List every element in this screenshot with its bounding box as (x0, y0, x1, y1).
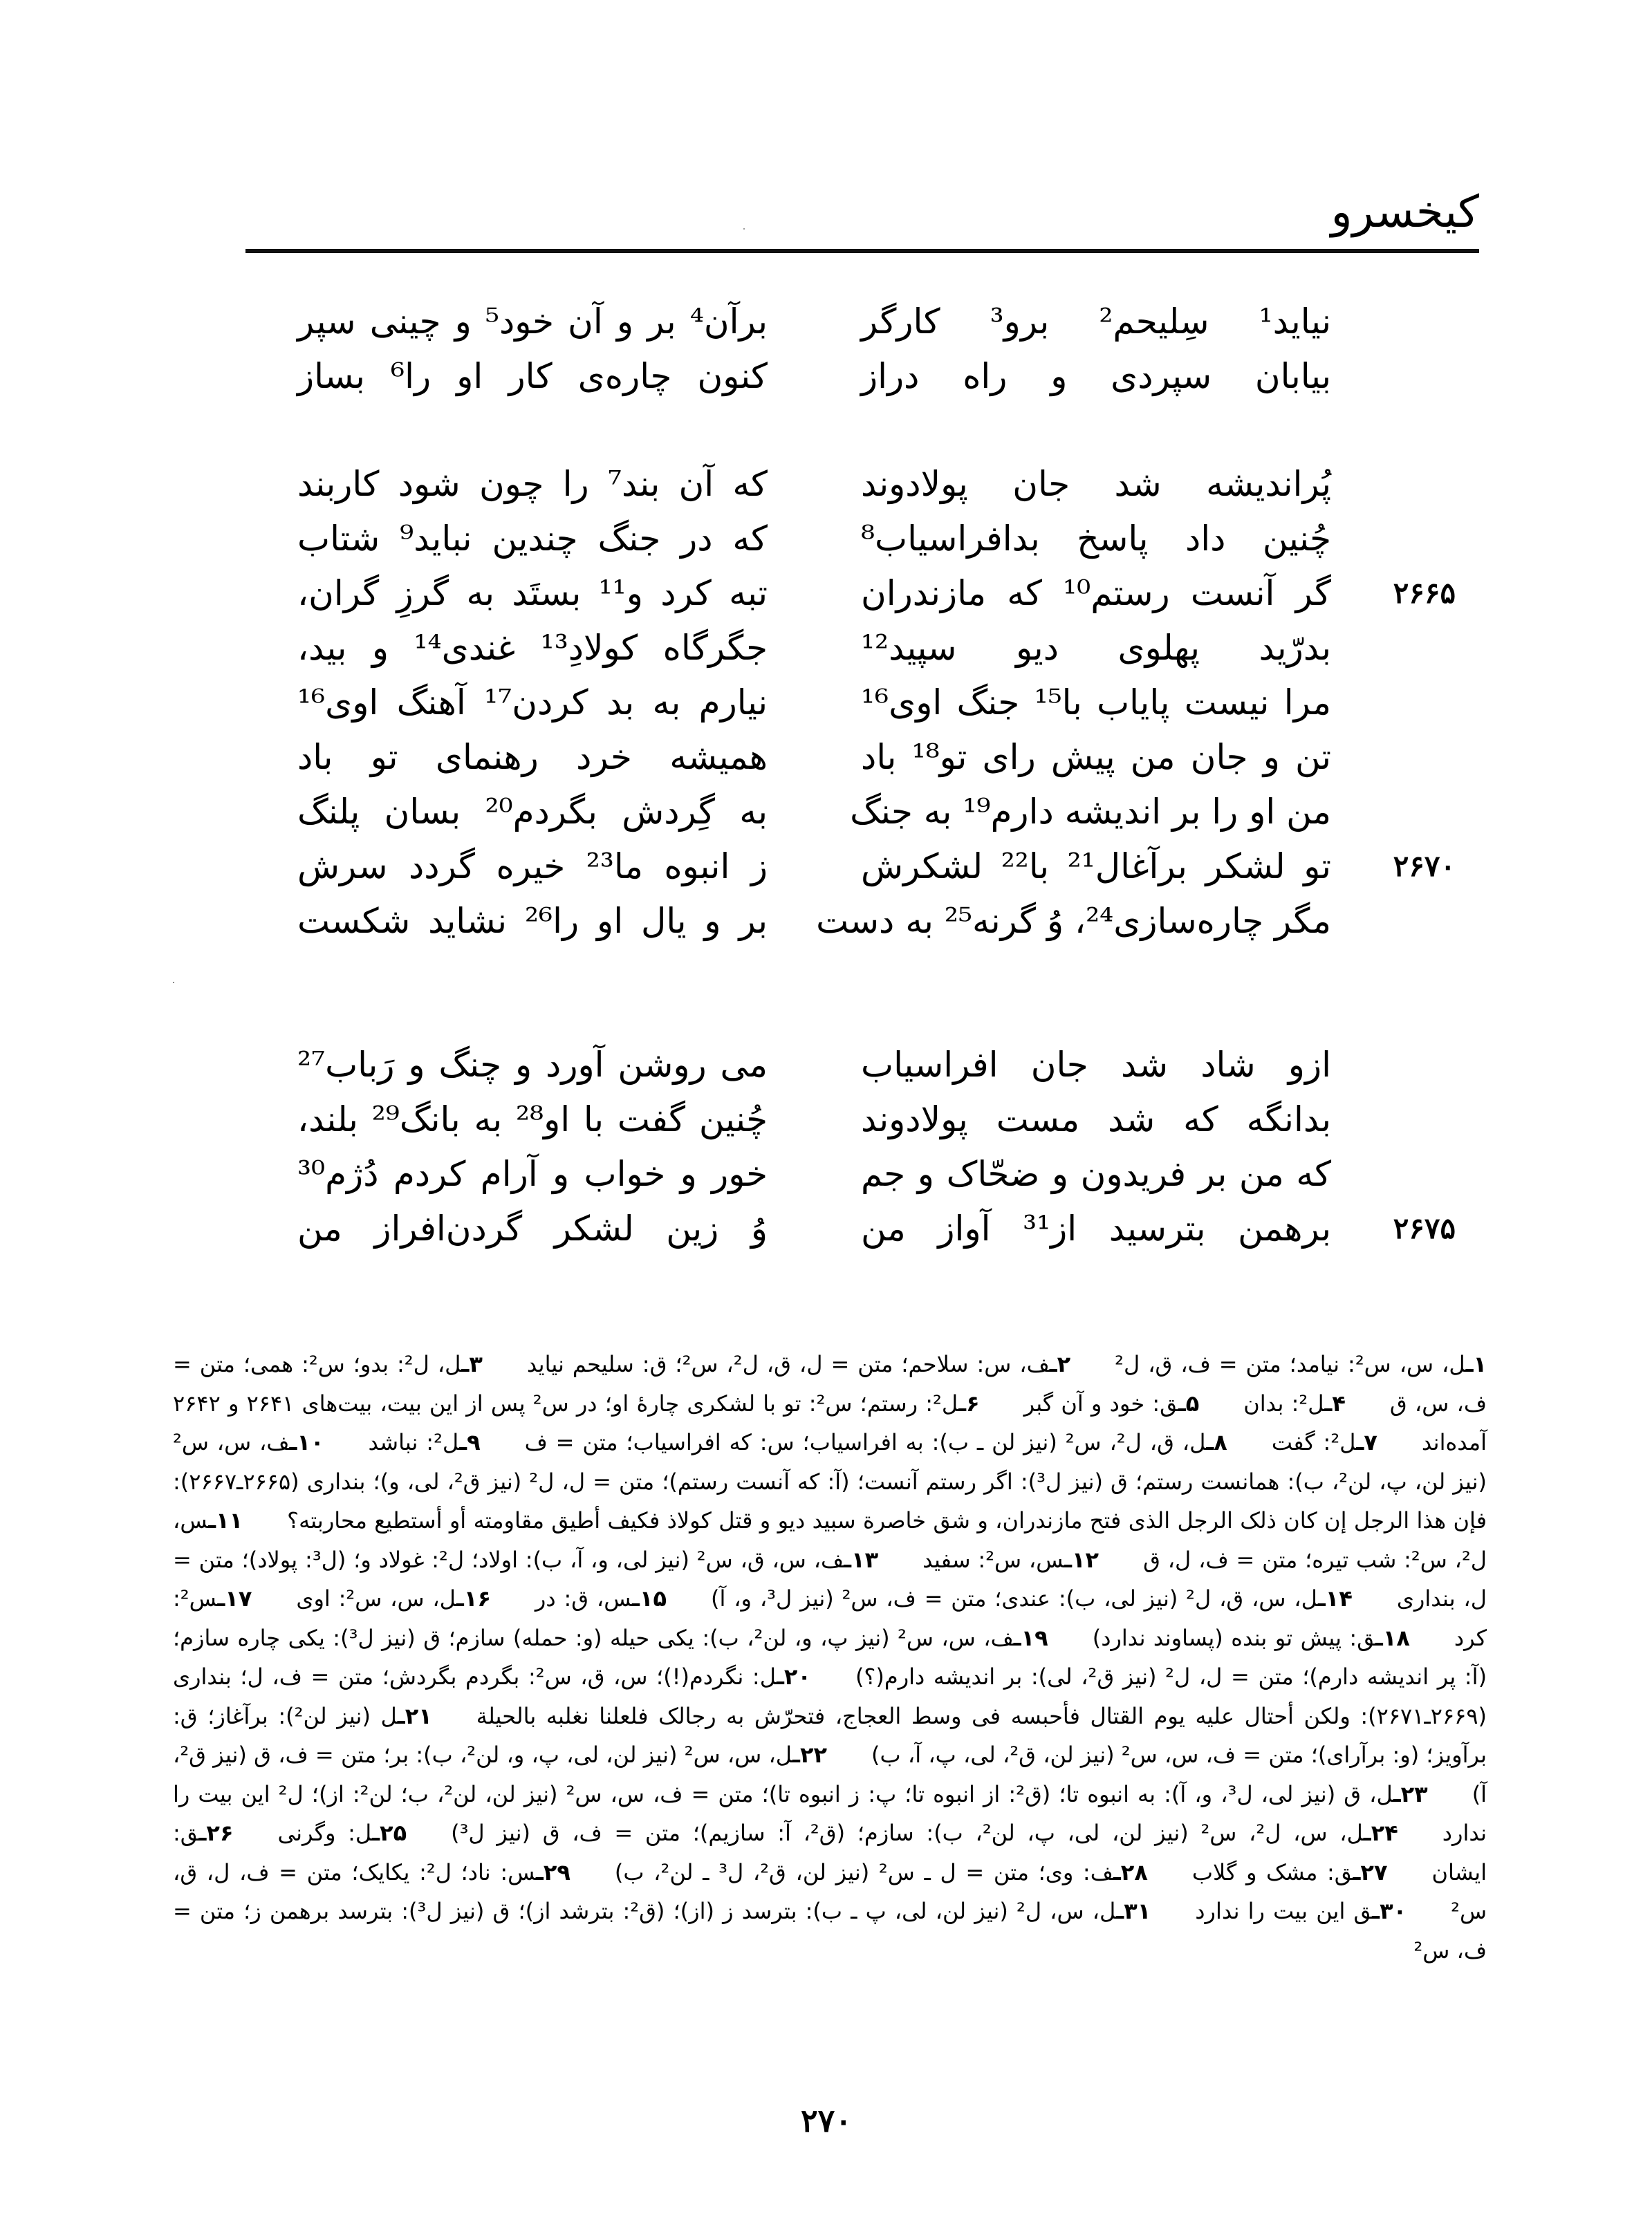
first-hemistich: نیاید¹ سِلیحم² برو³ کارگر (861, 301, 1332, 342)
footnote-number: ۲۱ـ (397, 1702, 432, 1729)
footnote-number: ۷ـ (1356, 1429, 1377, 1455)
footnote (451, 1820, 1398, 1846)
footnote-number: ۲۳ـ (1393, 1780, 1428, 1807)
footnote-number: ۱۱ـ (208, 1507, 243, 1534)
second-hemistich: که در جنگ چندین نباید⁹ شتاب (297, 519, 768, 559)
second-hemistich: می روشن آورد و چنگ و رَباب²⁷ (297, 1045, 768, 1085)
footnote-number: ۲۵ـ (372, 1820, 407, 1846)
second-hemistich: به گِردش بگردم²⁰ بسان پلنگ (297, 792, 768, 832)
footnote-text: ل، ق (نیز لی، ل³، و، آ): به انبوه تا؛ (ق²: از انبوه تا؛ پ: ز انبوه تا)؛ متن = ف، س، س² (نیز لن، لن²، ب؛ لن²: از)؛ ل² این بیت را ندارد (173, 1780, 1487, 1846)
footnote (1115, 1351, 1487, 1377)
verse-line (0, 784, 1652, 839)
footnote-number: ۲۰ـ (776, 1664, 811, 1690)
footnote (922, 1547, 1099, 1573)
footnote-number: ۲۷ـ (1353, 1858, 1388, 1885)
verse-line (0, 456, 1652, 512)
footnote-number: ۳۰ـ (1372, 1898, 1407, 1924)
footnote-text: ل: وگرنی (277, 1820, 373, 1846)
footnote (1272, 1429, 1377, 1455)
footnote-text: ل²: نباشد (368, 1429, 460, 1455)
first-hemistich: ازو شاد شد جان افراسیاب (861, 1045, 1331, 1085)
first-hemistich: چُنین داد پاسخ بدافراسیاب⁸ (861, 519, 1331, 559)
footnote-number: ۱۵ـ (632, 1585, 667, 1612)
first-hemistich: برهمن بترسید از³¹ آواز من (861, 1209, 1331, 1249)
verse-line (0, 566, 1652, 621)
running-title: کیخسرو (1330, 187, 1479, 238)
footnote (1243, 1390, 1346, 1417)
footnote-number: ۳ـ (461, 1351, 483, 1377)
first-hemistich: بدانگه که شد مست پولادوند (861, 1099, 1331, 1139)
footnote-number: ۱۸ـ (1375, 1624, 1410, 1651)
footnote-number: ۱۴ـ (1317, 1585, 1353, 1612)
first-hemistich: گر آنست رستم¹⁰ که مازندران (861, 573, 1331, 613)
second-hemistich: بر و یال او را²⁶ نشاید شکست (297, 901, 768, 941)
first-hemistich: تو لشکر برآغال²¹ با²² لشکرش (861, 846, 1331, 886)
verse-line (0, 1092, 1652, 1147)
page-number: ۲۷۰ (800, 2102, 853, 2139)
verse-line (0, 620, 1652, 676)
verse-number: ۲۶۶۵ (1393, 576, 1456, 610)
footnote-text: ف، س: سلاحم؛ متن = ل، ق، ل²، س²؛ ق: سلیحم نیاید (526, 1351, 1050, 1377)
footnote-number: ۳۱ـ (1116, 1898, 1151, 1924)
footnote-number: ۱۷ـ (217, 1585, 252, 1612)
footnote-text: ق: مشک و گلاب (1191, 1858, 1353, 1885)
footnote (525, 1429, 1227, 1455)
verse-line (0, 839, 1652, 894)
footnote (527, 1351, 1070, 1377)
scan-speck (743, 228, 745, 230)
footnote (277, 1820, 407, 1846)
first-hemistich: بدرّید پهلوی دیو سپید¹² (861, 628, 1331, 668)
footnote-number: ۱۰ـ (289, 1429, 324, 1455)
verse-line (0, 1037, 1652, 1092)
footnote-text: ل²: گفت (1271, 1429, 1357, 1455)
second-hemistich: وُ زین لشکر گردن‌افراز من (297, 1209, 768, 1249)
first-hemistich: پُراندیشه شد جان پولادوند (861, 464, 1331, 504)
first-hemistich: من او را بر اندیشه دارم¹⁹ به جنگ (850, 792, 1331, 832)
verse-line (0, 348, 1652, 404)
verse-number: ۲۶۷۰ (1393, 849, 1456, 883)
verse-number: ۲۶۷۵ (1393, 1211, 1456, 1245)
footnote-text: ل: نگردم(!)؛ س، ق، س²: بگردم بگردش؛ متن = ف، ل؛ بنداری (۲۶۶۹ـ۲۶۷۱): ولکن أحتال علیه یوم القتال فأحبسه فی وسط العجاج، فتحرّش به رجالک فلعلنا نغلبه بالحیلة (173, 1664, 1487, 1729)
second-hemistich: خور و خواب و آرام کردم دُژم³⁰ (297, 1154, 768, 1194)
footnote-text: ل، ل²: بدو؛ س²: همی؛ متن = ف، س، ق (173, 1351, 1487, 1417)
first-hemistich: تن و جان من پیش رای تو¹⁸ باد (861, 737, 1332, 777)
verse-line (0, 893, 1652, 949)
footnote-number: ۱۶ـ (456, 1585, 491, 1612)
footnote-text: ل²: رستم؛ س²: تو با لشکری چارهٔ او؛ در س² پس از این بیت، بیت‌های ۲۶۴۱ و ۲۶۴۲ آمده‌اند (173, 1390, 1487, 1455)
verse-line (0, 729, 1652, 785)
footnote-text: ف: وی؛ متن = ل ـ س² (نیز لن، ق²، ل³ ـ لن²، ب) (614, 1858, 1113, 1885)
footnote (369, 1429, 481, 1455)
footnote-text: ل، س، ل² (نیز لن، لی، پ ـ ب): بترسد ز (از)؛ (ق²: بترشد از)؛ ق (نیز ل³): بترسد برهمن ز؛ متن = ف، س² (173, 1898, 1487, 1964)
footnote-number: ۴ـ (1324, 1390, 1346, 1417)
verse-line (0, 1146, 1652, 1202)
footnote (1195, 1898, 1407, 1924)
footnote-text: س: ناد؛ ل²: یکایک؛ متن = ف، ل، ق، س² (173, 1858, 1487, 1924)
second-hemistich: تبه کرد و¹¹ بستَد به گرزِ گران، (297, 573, 768, 613)
footnote-text: ل، ق، ل²، س² (نیز لن ـ ب): به افراسیاب؛ س: که افراسیاب؛ متن = ف (524, 1429, 1207, 1455)
footnote-text: س، س²: سفید (922, 1546, 1065, 1573)
footnote (296, 1585, 491, 1612)
footnote-number: ۸ـ (1206, 1429, 1227, 1455)
footnote-text: س، ق: در (535, 1585, 632, 1612)
verse-line (0, 675, 1652, 730)
footnote-text: ل (نیز لن²): برآغاز؛ ق: برآویز؛ (و: برآرای)؛ متن = ف، س، س² (نیز لن، ق²، لی، پ، آ، ب) (173, 1702, 1487, 1768)
footnote-number: ۵ـ (1178, 1390, 1200, 1417)
footnote-number: ۹ـ (459, 1429, 481, 1455)
first-hemistich: مگر چاره‌سازی²⁴، وُ گرنه²⁵ به دست (816, 901, 1331, 941)
footnote-text: ل، س، س² (نیز لن، لی، پ، و، لن²، ب): بر؛ متن = ف، ق (نیز ق²، آ) (173, 1742, 1487, 1807)
first-hemistich: مرا نیست پایاب با¹⁵ جنگ اوی¹⁶ (861, 682, 1331, 723)
verse-line (0, 294, 1652, 349)
second-hemistich: که آن بند⁷ را چون شود کاربند (297, 464, 768, 504)
footnote-number: ۶ـ (958, 1390, 980, 1417)
verse-line (0, 511, 1652, 566)
footnote-text: ل، س، ل²، س² (نیز لن، لی، پ، لن²، ب): سازم؛ (ق²، آ: سازیم)؛ متن = ف، ق (نیز ل³) (451, 1820, 1364, 1846)
second-hemistich: جگرگاه کولادِ¹³ غندی¹⁴ و بید، (297, 628, 768, 668)
footnote-number: ۱۹ـ (1013, 1624, 1048, 1651)
footnote-number: ۲۸ـ (1113, 1858, 1148, 1885)
footnote (1192, 1859, 1388, 1885)
footnote-text: س²: کرد (173, 1585, 1487, 1651)
verse-line (0, 1201, 1652, 1256)
footnote-text: ل، س، س²: اوی (296, 1585, 456, 1612)
footnote-number: ۱۲ـ (1064, 1546, 1099, 1573)
footnote (615, 1859, 1148, 1885)
footnote (1024, 1390, 1200, 1417)
footnote-number: ۱۳ـ (844, 1546, 879, 1573)
footnote (535, 1585, 667, 1612)
footnote-text: ف، س، س² (نیز لن، پ، لن²، ب): همانست رستم؛ ق (نیز ل³): اگر رستم آنست؛ (آ: که آنست رستم)؛ متن = ل، ل² (نیز ق²، لی، و)؛ بنداری (۲۶۶۵ـ۲۶۶۷): فإن هذا الرجل إن کان ذلک الرجل الذی فتح مازندران، و شق خاصرة سبید دیو و قتل کولاذ فکیف أطیق مقاومته أو أستطیع محاربته؟ (173, 1429, 1487, 1534)
footnote-text: ل، س، ق، ل² (نیز لی، ب): عندی؛ متن = ف، س² (نیز ل³، و، آ) (711, 1585, 1318, 1612)
footnote-number: ۲ـ (1049, 1351, 1071, 1377)
footnote-text: ل، س، س²: نیامد؛ متن = ف، ق، ل² (1115, 1351, 1466, 1377)
footnote-number: ۲۴ـ (1363, 1820, 1398, 1846)
footnote-text: ق: خود و آن گبر (1023, 1390, 1178, 1417)
footnote-text: ل²: بدان (1243, 1390, 1325, 1417)
first-hemistich: که من بر فریدون و ضحّاک و جم (861, 1154, 1331, 1194)
footnote-text: ق: پیش تو بنده (پساوند ندارد) (1092, 1624, 1375, 1651)
footnote-text: ف، س، س² (نیز پ، و، لن²، ب): یکی حیله (و: حمله) سازم؛ ق (نیز ل³): یکی چاره سازم؛ (آ: پر اندیشه دارم)؛ متن = ل، ل² (نیز ق²، لی): بر اندیشه دارم(؟) (173, 1624, 1487, 1690)
footnote-number: ۲۹ـ (535, 1858, 570, 1885)
second-hemistich: کنون چاره‌ی کار او را⁶ بساز (297, 356, 768, 396)
first-hemistich: بیابان سپردی و راه دراز (861, 356, 1331, 396)
footnote-text: ق این بیت را ندارد (1195, 1898, 1373, 1924)
second-hemistich: برآن⁴ بر و آن خود⁵ و چینی سپر (297, 301, 768, 342)
footnote-text: ف، س، ق، س² (نیز لی، و، آ، ب): اولاد؛ ل²: غولاد و؛ (ل³: پولاد)؛ متن = ل، بنداری (173, 1546, 1487, 1612)
footnote-number: ۱ـ (1465, 1351, 1487, 1377)
second-hemistich: نیارم به بد کردن¹⁷ آهنگ اوی¹⁶ (297, 682, 768, 723)
header-rule (245, 249, 1479, 253)
footnote-number: ۲۶ـ (198, 1820, 234, 1846)
footnote (711, 1585, 1353, 1612)
second-hemistich: همیشه خرد رهنمای تو باد (297, 737, 768, 777)
footnote-text: ق: ایشان (173, 1820, 1487, 1885)
footnote (1093, 1625, 1410, 1651)
second-hemistich: ز انبوه ما²³ خیره گردد سرش (297, 846, 768, 886)
footnote-number: ۲۲ـ (792, 1742, 828, 1768)
footnotes (173, 1345, 1487, 1970)
footnote-text: س، ل²، س²: شب تیره؛ متن = ف، ل، ق (173, 1507, 1487, 1573)
second-hemistich: چُنین گفت با او²⁸ به بانگ²⁹ بلند، (297, 1099, 768, 1139)
scan-speck (173, 982, 174, 983)
